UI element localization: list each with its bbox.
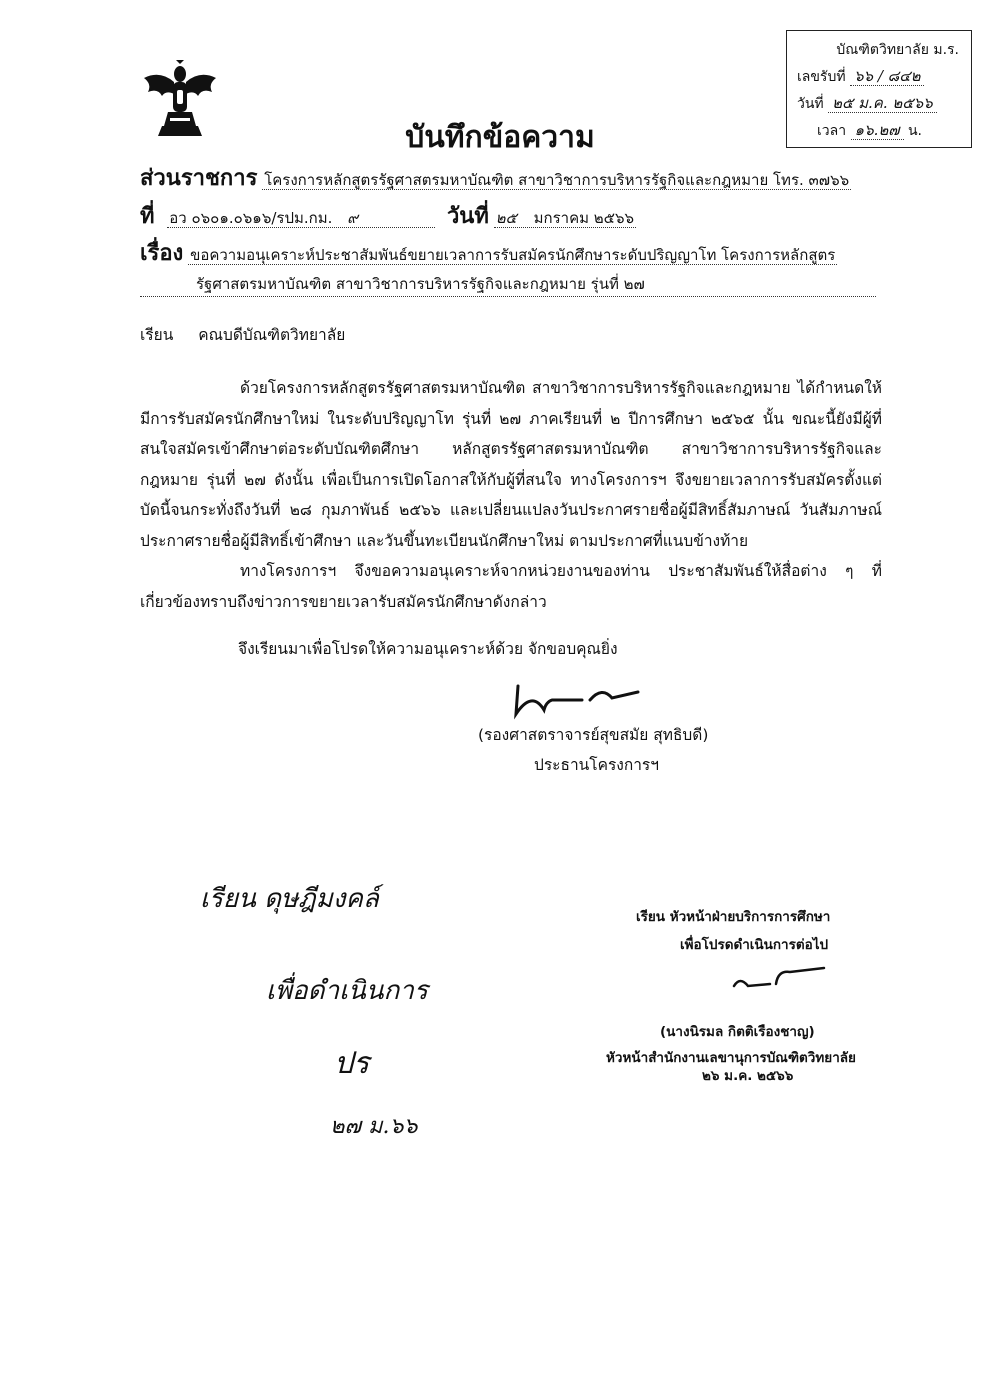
closing-text: จึงเรียนมาเพื่อโปรดให้ความอนุเคราะห์ด้วย จักขอบคุณยิ่ง — [238, 640, 618, 658]
subject-value-line-2: รัฐศาสตรมหาบัณฑิต สาขาวิชาการบริหารรัฐกิจและกฎหมาย รุ่นที่ ๒๗ — [196, 275, 645, 293]
handwritten-initials: ปร — [334, 1046, 370, 1081]
stamp-time-value: ๑๖.๒๗ — [851, 121, 904, 140]
endorsement-signature-icon — [730, 962, 830, 994]
subject-line-2 — [140, 272, 876, 297]
reference-label: ที่ — [140, 204, 155, 229]
date-month-year: มกราคม ๒๕๖๖ — [533, 209, 635, 227]
stamp-date-label: วันที่ — [797, 96, 824, 112]
subject-value-line-1: ขอความอนุเคราะห์ประชาสัมพันธ์ขยายเวลาการรับสมัครนักศึกษาระดับปริญญาโท โครงการหลักสูตร — [190, 246, 836, 264]
stamp-title: บัณฑิตวิทยาลัย ม.ร. — [836, 42, 959, 58]
endorser-name: (นางนิรมล กิตติเรืองชาญ) — [660, 1024, 815, 1040]
body-paragraph: ด้วยโครงการหลักสูตรรัฐศาสตรมหาบัณฑิต สาขาวิชาการบริหารรัฐกิจและกฎหมาย ได้กำหนดให้มีการรับสมัครนักศึกษาใหม่ ในระดับปริญญาโท รุ่นที่ ๒๗ ภาคเรียนที่ ๒ ปีการศึกษา ๒๕๖๕ นั้น ขณะนี้ยังมีผู้ที่สนใจสมัครเข้าศึกษาต่อระดับบัณฑิตศึกษา หลักสูตรรัฐศาสตรมหาบัณฑิต สาขาวิชาการบริหารรัฐกิจและกฎหมาย รุ่นที่ ๒๗ ดังนั้น เพื่อเป็นการเปิดโอกาสให้กับผู้ที่สนใจ ทางโครงการฯ จึงขยายเวลาการรับสมัครตั้งแต่บัดนี้จนกระทั่งถึงวันที่ ๒๘ กุมภาพันธ์ ๒๕๖๖ และเปลี่ยนแปลงวันประกาศรายชื่อผู้มีสิทธิ์สัมภาษณ์ วันสัมภาษณ์ ประกาศรายชื่อผู้มีสิทธิ์เข้าศึกษา และวันขึ้นทะเบียนนักศึกษาใหม่ ตามประกาศที่แนบข้างท้าย — [140, 379, 882, 550]
salutation-recipient: คณบดีบัณฑิตวิทยาลัย — [198, 326, 346, 344]
signature-scribble-icon — [512, 680, 642, 720]
stamp-date-row — [797, 90, 963, 117]
stamp-time-unit: น. — [907, 123, 923, 139]
body-paragraph: ทางโครงการฯ จึงขอความอนุเคราะห์จากหน่วยงานของท่าน ประชาสัมพันธ์ให้สื่อต่าง ๆ ที่เกี่ยวข้องทราบถึงข่าวการขยายเวลารับสมัครนักศึกษาดังกล่าว — [140, 562, 882, 611]
signatory-name: (รองศาสตราจารย์สุขสมัย สุทธิบดี) — [478, 726, 709, 744]
salutation-label: เรียน — [140, 326, 174, 344]
handwritten-date: ๒๗ ม.๖๖ — [330, 1114, 418, 1139]
reference-code: อว ๐๖๐๑.๐๖๑๖/รปม.กม. — [169, 209, 333, 227]
stamp-time-label: เวลา — [817, 123, 847, 139]
handwritten-note-line-1: เรียน ดุษฎีมงคล์ — [200, 884, 379, 914]
reference-number: ๙ — [347, 209, 359, 227]
memo-body — [140, 373, 882, 617]
endorsement-line-1: เรียน หัวหน้าฝ่ายบริการการศึกษา — [636, 909, 831, 925]
memo-title: บันทึกข้อความ — [405, 120, 595, 155]
reference-value — [167, 209, 435, 228]
stamp-date-value: ๒๕ ม.ค. ๒๕๖๖ — [828, 94, 937, 113]
endorsement-line-2: เพื่อโปรดดำเนินการต่อไป — [680, 937, 829, 953]
handwritten-note-line-2: เพื่อดำเนินการ — [266, 976, 428, 1006]
date-label: วันที่ — [446, 204, 489, 229]
agency-line — [140, 160, 851, 195]
stamp-receipt-value: ๖๖ / ๘๔๒ — [850, 67, 924, 86]
subject-line — [140, 235, 837, 270]
agency-label: ส่วนราชการ — [140, 166, 258, 191]
stamp-receipt-row — [797, 63, 963, 90]
endorser-position: หัวหน้าสำนักงานเลขานุการบัณฑิตวิทยาลัย — [606, 1050, 856, 1066]
salutation — [140, 320, 345, 351]
endorsement-date: ๒๖ ม.ค. ๒๕๖๖ — [702, 1068, 794, 1084]
date-day: ๒๕ — [495, 209, 517, 227]
reference-line — [140, 198, 636, 233]
date-value — [494, 209, 636, 228]
signatory-position: ประธานโครงการฯ — [534, 756, 659, 774]
subject-label: เรื่อง — [140, 241, 184, 266]
stamp-receipt-label: เลขรับที่ — [797, 69, 846, 85]
agency-value: โครงการหลักสูตรรัฐศาสตรมหาบัณฑิต สาขาวิชาการบริหารรัฐกิจและกฎหมาย โทร. ๓๗๖๖ — [264, 171, 850, 189]
